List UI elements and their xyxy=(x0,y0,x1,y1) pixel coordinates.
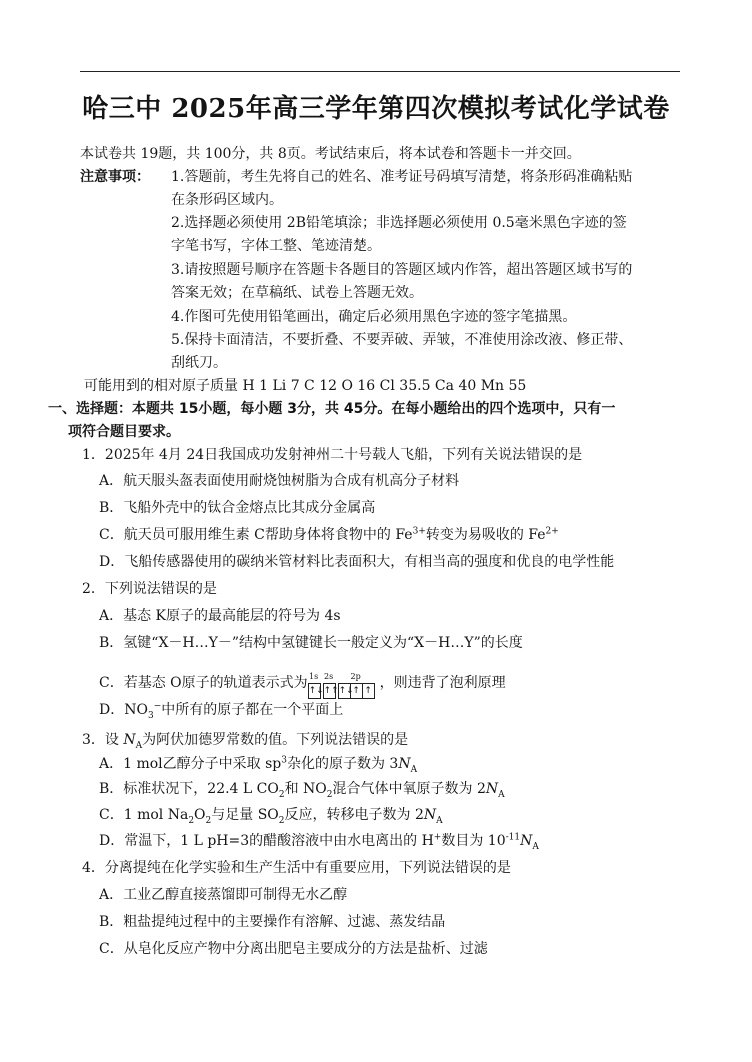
q4-option-a: A．工业乙醇直接蒸馏即可制得无水乙醇 xyxy=(99,887,348,903)
q3-option-b: B．标准状况下，22.4 L $CO_2$和 $NO_2$混合气体中氧原子数为 $2N_A$ xyxy=(99,781,505,800)
q3-stem: 3．设 $N_A$为阿伏加德罗常数的值。下列说法错误的是 xyxy=(82,732,409,751)
q3-option-a: A．1 mol乙醇分子中采取 $sp^3$杂化的原子数为 $3N_A$ xyxy=(99,755,418,775)
q2-option-b: B．氢键“X－H…Y－”结构中氢键键长一般定义为“X－H…Y”的长度 xyxy=(99,635,523,651)
q4-stem: 4．分离提纯在化学实验和生产生活中有重要应用，下列说法错误的是 xyxy=(82,860,511,876)
orbital-2s: 2s ↑↑ xyxy=(323,680,335,699)
q4-option-b: B．粗盐提纯过程中的主要操作有溶解、过滤、蒸发结晶 xyxy=(99,914,446,930)
q4-option-c: C．从皂化反应产物中分离出肥皂主要成分的方法是盐析、过滤 xyxy=(99,941,488,957)
note-1b: 在条形码区域内。 xyxy=(171,192,283,208)
note-5a: 5.保持卡面清洁，不要折叠、不要弄破、弄皱，不准使用涂改液、修正带、 xyxy=(171,332,633,348)
q3-option-d: D．常温下，1 L pH=3的醋酸溶液中由水电离出的 H+数目为 $10^{-11}N_A$ xyxy=(99,832,539,852)
note-5b: 刮纸刀。 xyxy=(171,355,227,371)
q1-option-c: C．航天员可服用维生素 C帮助身体将食物中的 $Fe^{3+}$转变为易吸收的 $Fe^{2+}$ xyxy=(99,526,559,543)
q1-option-a: A．航天服头盔表面使用耐烧蚀树脂为合成有机高分子材料 xyxy=(99,473,460,489)
note-4: 4.作图可先使用铅笔画出，确定后必须用黑色字迹的签字笔描黑。 xyxy=(171,309,577,325)
q2-option-c: C．若基态 O原子的轨道表示式为 1s ↑↓ 2s ↑↑ 2p ↑↓↑ ↑ ，则违背了泡利原理 xyxy=(99,674,506,699)
orbital-2p: 2p ↑↓↑ ↑ xyxy=(338,680,374,699)
intro-text: 本试卷共 19题，共 100分，共 8页。考试结束后，将本试卷和答题卡一并交回。 xyxy=(80,146,581,162)
q2-option-a: A．基态 K原子的最高能层的符号为 4s xyxy=(99,608,341,624)
note-1a: 1.答题前，考生先将自己的姓名、准考证号码填写清楚，将条形码准确粘贴 xyxy=(171,169,633,185)
header-rule xyxy=(80,71,680,72)
atomic-masses: 可能用到的相对原子质量 H 1 Li 7 C 12 O 16 Cl 35.5 Ca 40 Mn 55 xyxy=(84,378,527,394)
q1-stem: 1．2025年 4月 24日我国成功发射神州二十号载人飞船，下列有关说法错误的是 xyxy=(82,447,583,463)
note-3a: 3.请按照题号顺序在答题卡各题目的答题区域内作答，超出答题区域书写的 xyxy=(171,262,633,278)
note-3b: 答案无效；在草稿纸、试卷上答题无效。 xyxy=(171,285,423,301)
note-2a: 2.选择题必须使用 2B铅笔填涂；非选择题必须使用 0.5毫米黑色字迹的签 xyxy=(171,215,627,231)
orbital-1s: 1s ↑↓ xyxy=(308,680,320,699)
section-1-heading-b: 项符合题目要求。 xyxy=(68,424,180,440)
note-2b: 字笔书写，字体工整、笔迹清楚。 xyxy=(171,238,381,254)
q1-option-b: B．飞船外壳中的钛合金熔点比其成分金属高 xyxy=(99,500,376,516)
section-1-heading-a: 一、选择题：本题共 15小题，每小题 3分，共 45分。在每小题给出的四个选项中，只有一 xyxy=(48,401,616,417)
orbital-diagram xyxy=(308,672,377,699)
notes-label: 注意事项： xyxy=(80,169,150,185)
q3-option-c: C．1 mol $Na_2O_2$与足量 $SO_2$反应，转移电子数为 $2N_A$ xyxy=(99,807,443,826)
q2-stem: 2．下列说法错误的是 xyxy=(82,581,217,597)
page-title: 哈三中 2025年高三学年第四次模拟考试化学试卷 xyxy=(82,94,670,124)
q1-option-d: D．飞船传感器使用的碳纳米管材料比表面积大，有相当高的强度和优良的电学性能 xyxy=(99,554,615,570)
q2-option-d: D．$NO_3^-$中所有的原子都在一个平面上 xyxy=(99,701,344,721)
